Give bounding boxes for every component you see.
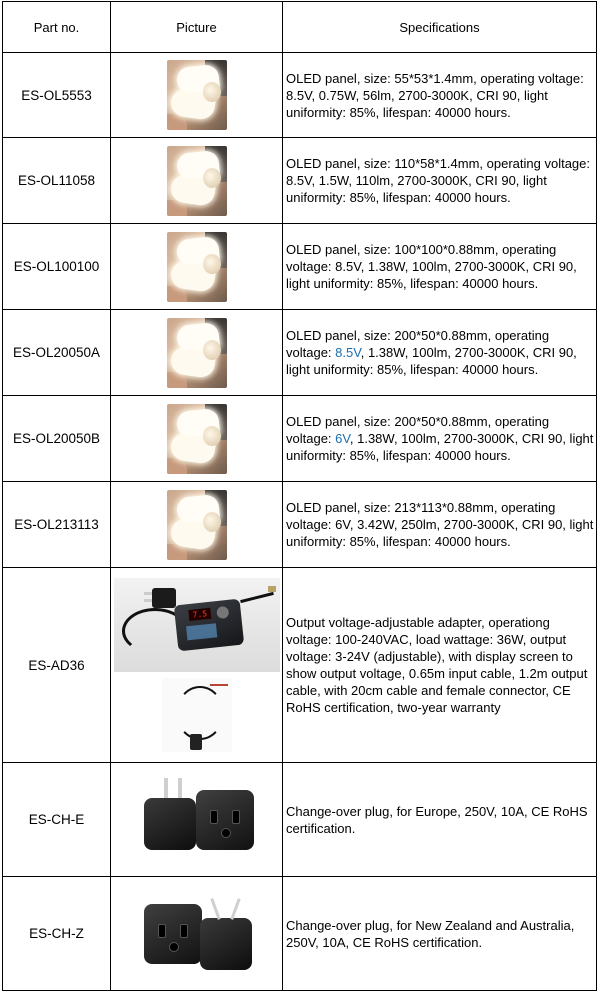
oled-panel-photo (167, 490, 227, 560)
oled-panel-photo (167, 232, 227, 302)
extension-cable-photo (162, 678, 232, 752)
adapter-display: 7.5 (188, 608, 211, 621)
picture-cell (111, 224, 283, 310)
part-number: ES-CH-E (3, 763, 111, 877)
oled-panel-photo (167, 404, 227, 474)
header-row (3, 2, 597, 53)
oled-panel-photo (167, 146, 227, 216)
part-number: ES-OL100100 (3, 224, 111, 310)
table-row (3, 53, 597, 138)
part-number: ES-OL5553 (3, 53, 111, 138)
picture-cell (111, 310, 283, 396)
picture-cell (111, 138, 283, 224)
specification: Output voltage-adjustable adapter, operationg voltage: 100-240VAC, load wattage: 36W, output voltage: 3-24V (adjustable), with display screen to show output voltage, 0.65m input cable, 1.2m output cable, with 20cm cable and female connector, CE RoHS certification, two-year warranty (283, 568, 597, 763)
specification: OLED panel, size: 110*58*1.4mm, operating voltage: 8.5V, 1.5W, 110lm, 2700-3000K, CRI 90, light uniformity: 85%, lifespan: 40000 hours. (283, 138, 597, 224)
table-row (3, 310, 597, 396)
table-row (3, 568, 597, 763)
plug-photo (134, 776, 260, 864)
specification: OLED panel, size: 200*50*0.88mm, operating voltage: 8.5V, 1.38W, 100lm, 2700-3000K, CRI 90, light uniformity: 85%, lifespan: 40000 hours. (283, 310, 597, 396)
highlighted-voltage: 6V (335, 431, 350, 446)
picture-cell (111, 396, 283, 482)
picture-cell (111, 53, 283, 138)
plug-photo (134, 890, 260, 978)
header-picture: Picture (111, 2, 283, 53)
part-number: ES-OL20050A (3, 310, 111, 396)
specification: OLED panel, size: 55*53*1.4mm, operating voltage: 8.5V, 0.75W, 56lm, 2700-3000K, CRI 90, light uniformity: 85%, lifespan: 40000 hours. (283, 53, 597, 138)
specification: OLED panel, size: 213*113*0.88mm, operating voltage: 6V, 3.42W, 250lm, 2700-3000K, CRI 90, light uniformity: 85%, lifespan: 40000 hours. (283, 482, 597, 568)
table-row (3, 877, 597, 991)
part-number: ES-CH-Z (3, 877, 111, 991)
product-table (2, 1, 597, 991)
picture-cell (111, 763, 283, 877)
header-part-no: Part no. (3, 2, 111, 53)
part-number: ES-OL11058 (3, 138, 111, 224)
part-number: ES-OL213113 (3, 482, 111, 568)
picture-cell (111, 568, 283, 763)
specification: OLED panel, size: 100*100*0.88mm, operating voltage: 8.5V, 1.38W, 100lm, 2700-3000K, CRI 90, light uniformity: 85%, lifespan: 40000 hours. (283, 224, 597, 310)
adapter-photo (114, 578, 280, 672)
table-row (3, 482, 597, 568)
part-number: ES-OL20050B (3, 396, 111, 482)
table-row (3, 763, 597, 877)
highlighted-voltage: 8.5V (335, 345, 361, 360)
specification: Change-over plug, for Europe, 250V, 10A, CE RoHS certification. (283, 763, 597, 877)
part-number: ES-AD36 (3, 568, 111, 763)
table-row (3, 396, 597, 482)
specification: Change-over plug, for New Zealand and Australia, 250V, 10A, CE RoHS certification. (283, 877, 597, 991)
header-specifications: Specifications (283, 2, 597, 53)
oled-panel-photo (167, 318, 227, 388)
specification: OLED panel, size: 200*50*0.88mm, operating voltage: 6V, 1.38W, 100lm, 2700-3000K, CRI 90, light uniformity: 85%, lifespan: 40000 hours. (283, 396, 597, 482)
picture-cell (111, 877, 283, 991)
picture-cell (111, 482, 283, 568)
oled-panel-photo (167, 60, 227, 130)
table-row (3, 138, 597, 224)
table-row (3, 224, 597, 310)
